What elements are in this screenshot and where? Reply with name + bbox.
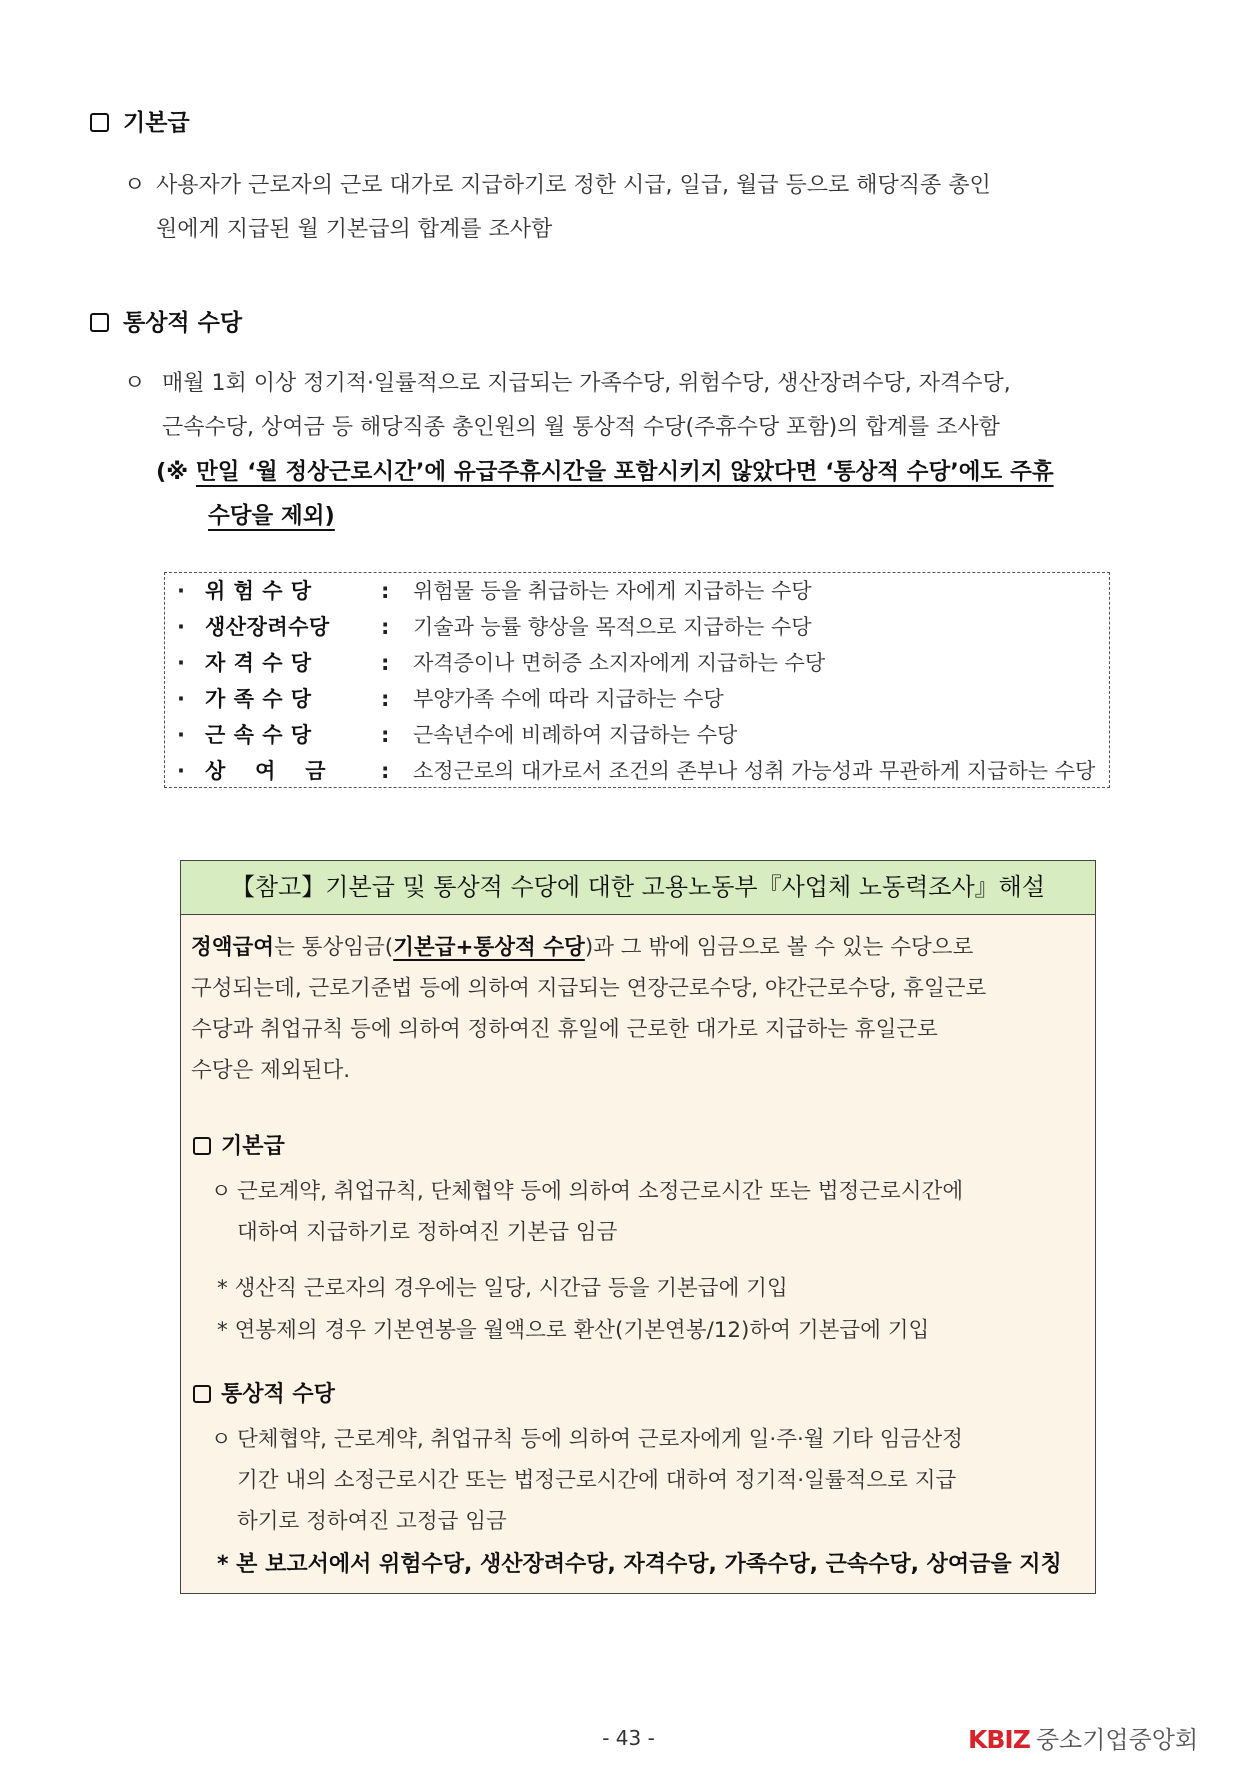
bullet-icon: ㅇ — [124, 371, 146, 396]
definition-row — [177, 647, 825, 684]
definition-desc: 기술과 능률 향상을 목적으로 지급하는 수당 — [413, 615, 812, 639]
intro-text: )과 그 밖에 임금으로 볼 수 있는 수당으로 — [584, 935, 974, 960]
definition-row — [177, 611, 812, 648]
section-note — [156, 450, 1216, 538]
note-line: 수당을 제외) — [208, 503, 335, 529]
reference-line: 근로계약, 취업규칙, 단체협약 등에 의하여 소정근로시간 또는 법정근로시간에 — [237, 1179, 964, 1204]
reference-line: 단체협약, 근로계약, 취업규칙 등에 의하여 근로자에게 일·주·월 기타 임금산정 — [237, 1427, 963, 1452]
intro-text: 는 통상임금( — [274, 935, 394, 960]
definition-marker: · — [177, 687, 185, 711]
intro-bold-term: 정액급여 — [191, 935, 275, 960]
definition-marker: · — [177, 579, 185, 603]
paragraph-line: 원에게 지급된 월 기본급의 합계를 조사함 — [156, 217, 553, 242]
checkbox-square-icon — [90, 313, 109, 332]
checkbox-square-icon — [90, 113, 109, 132]
logo-mark: KBIZ — [968, 1725, 1030, 1754]
reference-box — [180, 860, 1096, 1594]
definition-box — [164, 572, 1110, 788]
definition-colon: : — [381, 759, 390, 783]
definition-row — [177, 755, 1095, 792]
reference-line: 대하여 지급하기로 정하여진 기본급 임금 — [237, 1220, 618, 1245]
definition-colon: : — [381, 615, 390, 639]
definition-term: 자 격 수 당 — [205, 651, 312, 675]
bullet-icon: ㅇ — [124, 173, 146, 198]
kbiz-logo — [968, 1720, 1198, 1755]
definition-marker: · — [177, 615, 185, 639]
page-number: - 43 - — [602, 1726, 655, 1750]
note-prefix: (※ — [156, 459, 196, 485]
reference-heading-regular-allowance: 통상적 수당 — [193, 1377, 335, 1408]
definition-desc: 소정근로의 대가로서 조건의 존부나 성취 가능성과 무관하게 지급하는 수당 — [413, 759, 1096, 783]
reference-allowance-note: * 본 보고서에서 위험수당, 생산장려수당, 자격수당, 가족수당, 근속수당, 상여금을 지칭 — [217, 1552, 1062, 1577]
bullet-icon: ㅇ — [211, 1179, 232, 1203]
definition-row — [177, 575, 812, 612]
reference-basic-note: * 생산직 근로자의 경우에는 일당, 시간급 등을 기본급에 기입 — [217, 1276, 788, 1301]
definition-term: 상 여 금 — [205, 759, 326, 783]
paragraph-line: 사용자가 근로자의 근로 대가로 지급하기로 정한 시급, 일급, 월급 등으로 해당직종 총인 — [156, 173, 991, 198]
definition-desc: 근속년수에 비례하여 지급하는 수당 — [413, 723, 738, 747]
checkbox-square-icon — [193, 1385, 211, 1403]
definition-desc: 위험물 등을 취급하는 자에게 지급하는 수당 — [413, 579, 812, 603]
reference-allowance-item — [211, 1419, 1075, 1542]
definition-term: 생산장려수당 — [205, 615, 330, 639]
reference-line: 하기로 정하여진 고정급 임금 — [237, 1509, 507, 1534]
reference-basic-note: * 연봉제의 경우 기본연봉을 월액으로 환산(기본연봉/12)하여 기본급에 기입 — [217, 1318, 930, 1343]
bullet-icon: ㅇ — [211, 1427, 232, 1451]
definition-row — [177, 719, 737, 756]
reference-intro-line: 수당은 제외된다. — [191, 1058, 351, 1083]
reference-basic-pay-item — [211, 1171, 1075, 1253]
section-paragraph-basic-pay — [124, 164, 1214, 252]
definition-term: 가 족 수 당 — [205, 687, 312, 711]
reference-intro — [191, 927, 1081, 1091]
reference-intro-line: 수당과 취업규칙 등에 의하여 정하여진 휴일에 근로한 대가로 지급하는 휴일근로 — [191, 1017, 938, 1042]
checkbox-square-icon — [193, 1137, 211, 1155]
definition-colon: : — [381, 723, 390, 747]
definition-marker: · — [177, 651, 185, 675]
definition-colon: : — [381, 687, 390, 711]
reference-title: 【참고】기본급 및 통상적 수당에 대한 고용노동부『사업체 노동력조사』해설 — [181, 861, 1095, 915]
paragraph-line: 매월 1회 이상 정기적·일률적으로 지급되는 가족수당, 위험수당, 생산장려수당, 자격수당, — [162, 371, 1011, 396]
definition-marker: · — [177, 723, 185, 747]
section-heading-regular-allowance: 통상적 수당 — [90, 304, 242, 337]
definition-desc: 부양가족 수에 따라 지급하는 수당 — [413, 687, 724, 711]
definition-colon: : — [381, 579, 390, 603]
definition-term: 위 험 수 당 — [205, 579, 312, 603]
definition-colon: : — [381, 651, 390, 675]
definition-row — [177, 683, 724, 720]
logo-name: 중소기업중앙회 — [1035, 1726, 1199, 1754]
note-line: 만일 ‘월 정상근로시간’에 유급주휴시간을 포함시키지 않았다면 ‘통상적 수당’에도 주휴 — [196, 459, 1054, 485]
reference-intro-line: 구성되는데, 근로기준법 등에 의하여 지급되는 연장근로수당, 야간근로수당, 휴일근로 — [191, 976, 987, 1001]
reference-line: 기간 내의 소정근로시간 또는 법정근로시간에 대하여 정기적·일률적으로 지급 — [237, 1468, 957, 1493]
definition-marker: · — [177, 759, 185, 783]
reference-heading-basic-pay: 기본급 — [193, 1129, 285, 1160]
definition-term: 근 속 수 당 — [205, 723, 312, 747]
reference-intro-line — [191, 927, 1081, 968]
definition-desc: 자격증이나 면허증 소지자에게 지급하는 수당 — [413, 651, 826, 675]
intro-underlined-term: 기본급+통상적 수당 — [393, 935, 585, 960]
section-paragraph-regular-allowance — [124, 362, 1214, 450]
paragraph-line: 근속수당, 상여금 등 해당직종 총인원의 월 통상적 수당(주휴수당 포함)의 합계를 조사함 — [162, 415, 1000, 440]
section-heading-basic-pay: 기본급 — [90, 104, 190, 137]
